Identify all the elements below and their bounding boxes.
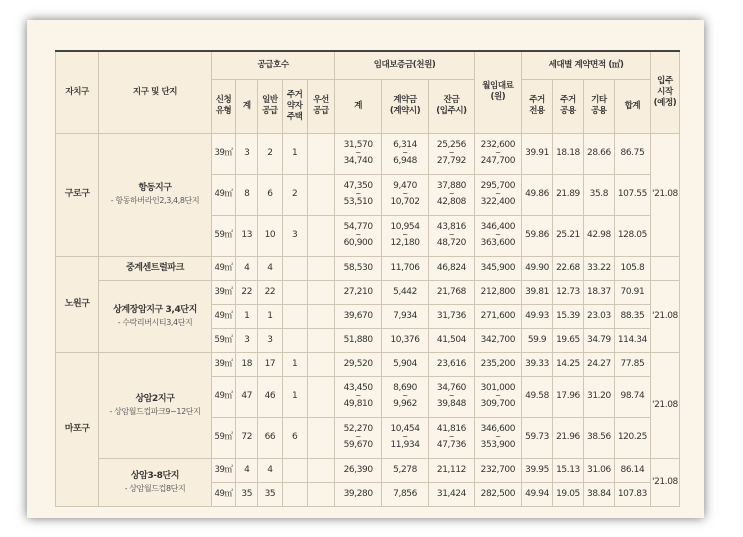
supply-weak: 1: [282, 133, 307, 174]
range-value: 346,400: [480, 222, 516, 232]
range-value: 21,112: [436, 464, 466, 475]
deposit-total: [335, 280, 381, 304]
deposit-total: [335, 133, 381, 174]
header-area-col: 주거 전용: [522, 79, 553, 133]
range-value: 25,256: [436, 140, 466, 150]
monthly-rent: [474, 328, 521, 352]
range-value: 43,450: [343, 383, 373, 393]
table-row: [56, 256, 680, 280]
deposit-balance: [429, 215, 474, 256]
deposit-balance: [429, 304, 474, 328]
complex-name: 항동지구: [138, 183, 172, 193]
range-value: 7,856: [393, 488, 417, 499]
range-value: 31,424: [436, 488, 466, 499]
range-value: 5,904: [393, 358, 417, 369]
supply-type: 39㎡: [211, 352, 236, 376]
supply-general: 46: [258, 376, 283, 417]
area-common: 18.18: [553, 133, 584, 174]
range-value: 9,470: [393, 181, 417, 191]
range-value: 60,900: [343, 238, 373, 248]
range-value: 34,760: [436, 383, 466, 393]
area-other: 23.03: [583, 304, 614, 328]
area-common: 19.65: [553, 328, 584, 352]
monthly-rent: [474, 280, 521, 304]
deposit-balance: [429, 458, 474, 482]
deposit-balance: [429, 133, 474, 174]
range-tilde: ~: [402, 433, 408, 441]
range-value: 37,880: [436, 181, 466, 191]
area-other: 35.8: [583, 174, 614, 215]
header-deposit-col: 계: [335, 79, 381, 133]
monthly-rent: [474, 215, 521, 256]
area-common: 19.05: [553, 482, 584, 506]
supply-weak: 2: [282, 174, 307, 215]
header-supply: 공급호수: [211, 51, 335, 79]
range-value: 247,700: [480, 156, 516, 166]
range-value: 53,510: [343, 197, 373, 207]
range-value: 43,816: [436, 222, 466, 232]
range-tilde: ~: [448, 433, 455, 441]
area-exclusive: 49.94: [522, 482, 553, 506]
range-value: 282,500: [480, 488, 516, 499]
supply-total: 8: [236, 174, 258, 215]
range-value: 271,600: [480, 310, 516, 321]
area-exclusive: 59.86: [522, 215, 553, 256]
deposit-contract: [381, 280, 428, 304]
move-in-date: '21.08: [650, 458, 679, 506]
range-tilde: ~: [402, 392, 408, 400]
range-tilde: ~: [355, 231, 361, 239]
range-tilde: ~: [448, 190, 455, 198]
area-other: 18.37: [583, 280, 614, 304]
supply-priority: [307, 458, 335, 482]
range-value: 363,600: [480, 238, 516, 248]
complex-cell: [99, 352, 211, 458]
deposit-contract: [381, 482, 428, 506]
header-area-col: 기타 공용: [583, 79, 614, 133]
range-value: 27,210: [343, 286, 373, 297]
area-other: 38.84: [583, 482, 614, 506]
range-tilde: ~: [402, 231, 408, 239]
deposit-balance: [429, 174, 474, 215]
area-exclusive: 39.33: [522, 352, 553, 376]
range-tilde: ~: [355, 190, 361, 198]
move-in-date: '21.08: [650, 133, 679, 256]
range-value: 11,706: [390, 262, 420, 273]
range-value: 10,376: [390, 334, 420, 345]
range-tilde: ~: [448, 149, 455, 157]
range-value: 301,000: [480, 383, 516, 393]
range-value: 29,520: [343, 358, 373, 369]
range-value: 346,600: [480, 424, 516, 434]
range-value: 39,670: [343, 310, 373, 321]
supply-total: 4: [236, 458, 258, 482]
supply-weak: 1: [282, 376, 307, 417]
supply-weak: 6: [282, 417, 307, 458]
area-exclusive: 49.58: [522, 376, 553, 417]
table-row: [56, 133, 680, 174]
area-sum: 128.05: [614, 215, 650, 256]
table-row: [56, 352, 680, 376]
monthly-rent: [474, 376, 521, 417]
supply-type: 39㎡: [211, 280, 236, 304]
supply-priority: [307, 133, 335, 174]
table-row: [56, 280, 680, 304]
area-exclusive: 59.73: [522, 417, 553, 458]
supply-general: 2: [258, 133, 283, 174]
supply-general: 66: [258, 417, 283, 458]
area-sum: 105.8: [614, 256, 650, 280]
supply-type: 39㎡: [211, 458, 236, 482]
range-value: 41,504: [436, 334, 466, 345]
header-area: 세대별 계약면적 (㎡): [522, 51, 651, 79]
range-value: 10,454: [390, 424, 420, 434]
header-supply-col: 주거 약자 주택: [282, 79, 307, 133]
district-name: 구로구: [56, 133, 99, 256]
range-value: 9,962: [393, 399, 417, 409]
header-deposit-col: 계약금 (계약시): [381, 79, 428, 133]
deposit-balance: [429, 376, 474, 417]
supply-weak: [282, 458, 307, 482]
area-common: 15.13: [553, 458, 584, 482]
area-other: 28.66: [583, 133, 614, 174]
area-sum: 70.91: [614, 280, 650, 304]
monthly-rent: [474, 482, 521, 506]
complex-sub: - 상암월드컵파크9~12단지: [109, 406, 201, 416]
deposit-contract: [381, 304, 428, 328]
complex-cell: [99, 256, 211, 280]
range-value: 47,736: [436, 440, 466, 450]
area-sum: 107.83: [614, 482, 650, 506]
deposit-contract: [381, 417, 428, 458]
range-value: 6,948: [393, 156, 417, 166]
deposit-balance: [429, 417, 474, 458]
area-sum: 98.74: [614, 376, 650, 417]
range-value: 345,900: [480, 262, 516, 273]
area-exclusive: 39.81: [522, 280, 553, 304]
area-other: 42.98: [583, 215, 614, 256]
area-common: 21.96: [553, 417, 584, 458]
area-exclusive: 49.93: [522, 304, 553, 328]
area-sum: 107.55: [614, 174, 650, 215]
range-value: 10,954: [390, 222, 420, 232]
range-value: 39,280: [343, 488, 373, 499]
supply-total: 3: [236, 133, 258, 174]
deposit-balance: [429, 352, 474, 376]
range-value: 46,824: [436, 262, 466, 273]
supply-priority: [307, 328, 335, 352]
header-district: 자치구: [56, 51, 99, 133]
range-value: 31,736: [436, 310, 466, 321]
range-value: 353,900: [480, 440, 516, 450]
range-tilde: ~: [495, 433, 501, 441]
range-value: 235,200: [480, 358, 516, 369]
supply-weak: [282, 328, 307, 352]
range-value: 5,442: [393, 286, 417, 297]
monthly-rent: [474, 352, 521, 376]
move-in-date: '21.08: [650, 280, 679, 352]
range-value: 51,880: [343, 334, 373, 345]
deposit-total: [335, 174, 381, 215]
deposit-contract: [381, 458, 428, 482]
supply-type: 59㎡: [211, 215, 236, 256]
complex-name: 중계센트럴파크: [125, 262, 185, 273]
deposit-contract: [381, 256, 428, 280]
header-supply-col: 계: [236, 79, 258, 133]
header-rent: 월임대료 (원): [474, 51, 521, 133]
range-tilde: ~: [495, 231, 501, 239]
area-other: 31.06: [583, 458, 614, 482]
area-sum: 88.35: [614, 304, 650, 328]
deposit-contract: [381, 376, 428, 417]
document-frame: [27, 20, 704, 518]
supply-general: 3: [258, 328, 283, 352]
move-in-date: [650, 256, 679, 280]
move-in-date: '21.08: [650, 352, 679, 458]
supply-general: 1: [258, 304, 283, 328]
area-sum: 86.14: [614, 458, 650, 482]
range-value: 10,702: [390, 197, 420, 207]
supply-weak: [282, 482, 307, 506]
deposit-total: [335, 417, 381, 458]
supply-total: 72: [236, 417, 258, 458]
range-tilde: ~: [495, 149, 501, 157]
range-value: 58,530: [343, 262, 373, 273]
supply-weak: 3: [282, 215, 307, 256]
supply-priority: [307, 215, 335, 256]
supply-total: 4: [236, 256, 258, 280]
area-common: 22.68: [553, 256, 584, 280]
header-complex: 지구 및 단지: [99, 51, 211, 133]
monthly-rent: [474, 256, 521, 280]
district-name: 노원구: [56, 256, 99, 352]
range-tilde: ~: [495, 190, 501, 198]
area-common: 14.25: [553, 352, 584, 376]
area-other: 34.79: [583, 328, 614, 352]
complex-cell: [99, 458, 211, 506]
complex-cell: [99, 280, 211, 352]
rental-supply-table: [55, 50, 680, 507]
supply-general: 4: [258, 256, 283, 280]
range-value: 11,934: [390, 440, 420, 450]
header-supply-col: 우선 공급: [307, 79, 335, 133]
range-value: 47,350: [343, 181, 373, 191]
deposit-contract: [381, 328, 428, 352]
monthly-rent: [474, 458, 521, 482]
range-value: 54,770: [343, 222, 373, 232]
deposit-total: [335, 376, 381, 417]
complex-sub: - 항동하버라인2,3,4,8단지: [110, 196, 200, 205]
area-exclusive: 49.90: [522, 256, 553, 280]
area-other: 24.27: [583, 352, 614, 376]
range-tilde: ~: [355, 392, 361, 400]
range-tilde: ~: [495, 392, 501, 400]
area-common: 12.73: [553, 280, 584, 304]
range-value: 52,270: [343, 424, 373, 434]
supply-total: 18: [236, 352, 258, 376]
table-row: [56, 458, 680, 482]
supply-type: 59㎡: [211, 417, 236, 458]
range-value: 27,792: [436, 156, 466, 166]
header-area-col: 주거 공용: [553, 79, 584, 133]
area-sum: 77.85: [614, 352, 650, 376]
header-deposit: 임대보증금(천원): [335, 51, 474, 79]
range-tilde: ~: [402, 190, 408, 198]
range-value: 31,570: [343, 140, 373, 150]
area-common: 25.21: [553, 215, 584, 256]
deposit-contract: [381, 215, 428, 256]
supply-type: 49㎡: [211, 256, 236, 280]
supply-priority: [307, 376, 335, 417]
deposit-total: [335, 256, 381, 280]
range-tilde: ~: [355, 433, 361, 441]
range-value: 212,800: [480, 286, 516, 297]
supply-type: 49㎡: [211, 376, 236, 417]
supply-weak: [282, 280, 307, 304]
complex-cell: [99, 133, 211, 256]
range-value: 42,808: [436, 197, 466, 207]
supply-general: 17: [258, 352, 283, 376]
deposit-balance: [429, 280, 474, 304]
range-tilde: ~: [448, 392, 455, 400]
range-value: 48,720: [436, 238, 466, 248]
range-value: 21,768: [436, 286, 466, 297]
supply-general: 35: [258, 482, 283, 506]
complex-name: 상계장암지구 3,4단지: [113, 304, 197, 315]
supply-total: 47: [236, 376, 258, 417]
supply-general: 22: [258, 280, 283, 304]
supply-total: 3: [236, 328, 258, 352]
supply-weak: [282, 304, 307, 328]
deposit-total: [335, 352, 381, 376]
area-other: 38.56: [583, 417, 614, 458]
deposit-total: [335, 304, 381, 328]
range-value: 6,314: [393, 140, 417, 150]
supply-type: 49㎡: [211, 304, 236, 328]
range-value: 26,390: [343, 464, 373, 475]
area-exclusive: 39.95: [522, 458, 553, 482]
deposit-total: [335, 458, 381, 482]
supply-type: 49㎡: [211, 174, 236, 215]
deposit-total: [335, 328, 381, 352]
supply-general: 6: [258, 174, 283, 215]
range-tilde: ~: [355, 149, 361, 157]
area-sum: 120.25: [614, 417, 650, 458]
range-value: 232,700: [480, 464, 516, 475]
area-exclusive: 49.86: [522, 174, 553, 215]
district-name: 마포구: [56, 352, 99, 506]
supply-type: 59㎡: [211, 328, 236, 352]
area-sum: 86.75: [614, 133, 650, 174]
supply-priority: [307, 256, 335, 280]
supply-total: 13: [236, 215, 258, 256]
area-common: 17.96: [553, 376, 584, 417]
range-value: 41,816: [436, 424, 466, 434]
deposit-balance: [429, 328, 474, 352]
area-common: 15.39: [553, 304, 584, 328]
supply-total: 35: [236, 482, 258, 506]
header-area-col: 합계: [614, 79, 650, 133]
range-tilde: ~: [402, 149, 408, 157]
supply-general: 10: [258, 215, 283, 256]
range-value: 49,810: [343, 399, 373, 409]
complex-name: 상암2지구: [135, 393, 175, 404]
supply-total: 22: [236, 280, 258, 304]
supply-priority: [307, 352, 335, 376]
supply-total: 1: [236, 304, 258, 328]
deposit-total: [335, 215, 381, 256]
deposit-contract: [381, 352, 428, 376]
supply-priority: [307, 280, 335, 304]
area-common: 21.89: [553, 174, 584, 215]
range-value: 39,848: [436, 399, 466, 409]
complex-sub: - 수락리버시티3,4단지: [117, 317, 193, 327]
header-move-in: 입주 시작 (예정): [650, 51, 679, 133]
range-value: 232,600: [480, 140, 516, 150]
range-value: 8,690: [393, 383, 417, 393]
supply-type: 49㎡: [211, 482, 236, 506]
range-value: 295,700: [480, 181, 516, 191]
header-deposit-col: 잔금 (입주시): [429, 79, 474, 133]
range-value: 322,400: [480, 197, 516, 207]
range-value: 23,616: [436, 358, 466, 369]
deposit-contract: [381, 133, 428, 174]
range-value: 7,934: [393, 310, 417, 321]
area-exclusive: 39.91: [522, 133, 553, 174]
header-supply-col: 일반 공급: [258, 79, 283, 133]
range-value: 5,278: [393, 464, 417, 475]
area-other: 33.22: [583, 256, 614, 280]
range-value: 12,180: [390, 238, 420, 248]
area-exclusive: 59.9: [522, 328, 553, 352]
range-tilde: ~: [448, 231, 455, 239]
supply-type: 39㎡: [211, 133, 236, 174]
deposit-balance: [429, 482, 474, 506]
supply-priority: [307, 482, 335, 506]
monthly-rent: [474, 133, 521, 174]
range-value: 59,670: [343, 440, 373, 450]
complex-sub: - 상암월드컵8단지: [124, 483, 186, 493]
range-value: 342,700: [480, 334, 516, 345]
supply-priority: [307, 304, 335, 328]
monthly-rent: [474, 304, 521, 328]
supply-general: 4: [258, 458, 283, 482]
monthly-rent: [474, 417, 521, 458]
range-value: 34,740: [343, 156, 373, 166]
range-value: 309,700: [480, 399, 516, 409]
area-sum: 114.34: [614, 328, 650, 352]
deposit-contract: [381, 174, 428, 215]
supply-priority: [307, 417, 335, 458]
supply-weak: 1: [282, 352, 307, 376]
supply-priority: [307, 174, 335, 215]
deposit-total: [335, 482, 381, 506]
deposit-balance: [429, 256, 474, 280]
supply-weak: [282, 256, 307, 280]
complex-name: 상암3-8단지: [130, 470, 180, 481]
header-supply-type: 신청 유형: [211, 79, 236, 133]
area-other: 31.20: [583, 376, 614, 417]
monthly-rent: [474, 174, 521, 215]
